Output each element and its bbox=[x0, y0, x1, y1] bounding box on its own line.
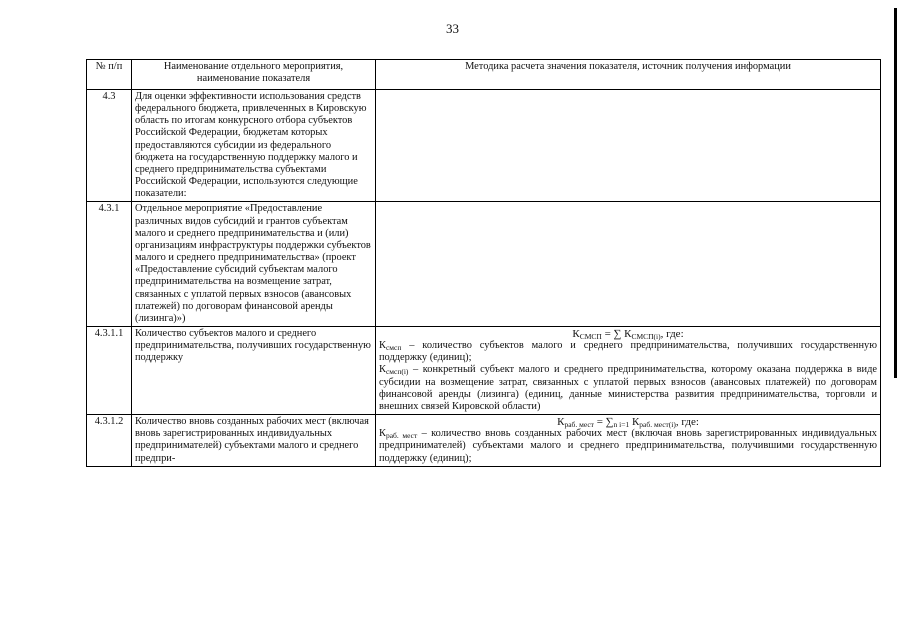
header-num: № п/п bbox=[87, 60, 132, 90]
page-number: 33 bbox=[446, 21, 459, 36]
table-row bbox=[87, 90, 881, 202]
table-row bbox=[87, 202, 881, 327]
row-name: Количество вновь созданных рабочих мест (включая вновь зарегистрированных индивидуальных предпринимателей) субъектами малого и среднего предпри- bbox=[132, 415, 376, 467]
table-header-row bbox=[87, 60, 881, 90]
table-row bbox=[87, 326, 881, 414]
row-name: Количество субъектов малого и среднего предпринимательства, получивших государственную поддержку bbox=[132, 326, 376, 414]
definition-smsp-i: $К_{смсп(i)}$ – конкретный субъект малого и среднего предпринимательства, которому оказана поддержка в виде субсидии на возмещение затрат, связанных с уплатой первых взносов (авансовых платежей) по договорам финансовой аренды (лизинга) (единиц, данные министерства развития предпринимательства, торговли и внешних связей Кировской области) bbox=[379, 364, 877, 412]
definition-jobs: $К_{раб. мест}$ – количество вновь созданных рабочих мест (включая вновь зарегистрированных индивидуальных предпринимателей) субъектами малого и среднего предпринимательства, получившими государственную поддержку (единиц); bbox=[379, 428, 878, 464]
formula-jobs: $К_{раб. мест} = \sum_{n i=1}$ $К_{раб. мест(i)}$, где: bbox=[557, 416, 699, 430]
definition-smsp: $К_{смсп}$ – количество субъектов малого и среднего предпринимательства, получивших государственную поддержку (единиц); bbox=[379, 340, 877, 364]
row-name: Для оценки эффективности использования средств федерального бюджета, привлеченных в Кировскую область по итогам конкурсного отбора субъектов Российской Федерации, бюджетам которых предоставляются субсидии из федерального бюджета на государственную поддержку малого и среднего предпринимательства субъектами Российской Федерации, используются следующие показатели: bbox=[132, 90, 376, 202]
formula-smsp: $К_{СМСП}$ = ∑ $К_{СМСП(i)}$, где: bbox=[572, 327, 684, 341]
row-method bbox=[376, 90, 881, 202]
row-method bbox=[376, 326, 881, 414]
row-num: 4.3.1 bbox=[87, 202, 132, 327]
row-num: 4.3.1.2 bbox=[87, 415, 132, 467]
scan-edge-mark bbox=[894, 8, 897, 378]
row-method bbox=[376, 202, 881, 327]
table-row bbox=[87, 415, 881, 467]
row-method bbox=[376, 415, 881, 467]
sum-limits: n i=1 bbox=[613, 420, 630, 430]
header-name: Наименование отдельного мероприятия, наименование показателя bbox=[132, 60, 376, 90]
row-name: Отдельное мероприятие «Предоставление различных видов субсидий и грантов субъектам малого и среднего предпринимательства и (или) организациям инфраструктуры поддержки субъектов малого и среднего предпринимательства» (проект «Предоставление субсидий субъектам малого предпринимательства на возмещение затрат, связанных с уплатой первых взносов (авансовых платежей) по договорам финансовой аренды (лизинга)») bbox=[132, 202, 376, 327]
header-method: Методика расчета значения показателя, источник получения информации bbox=[376, 60, 881, 90]
row-num: 4.3 bbox=[87, 90, 132, 202]
indicators-table bbox=[86, 59, 881, 467]
row-num: 4.3.1.1 bbox=[87, 326, 132, 414]
